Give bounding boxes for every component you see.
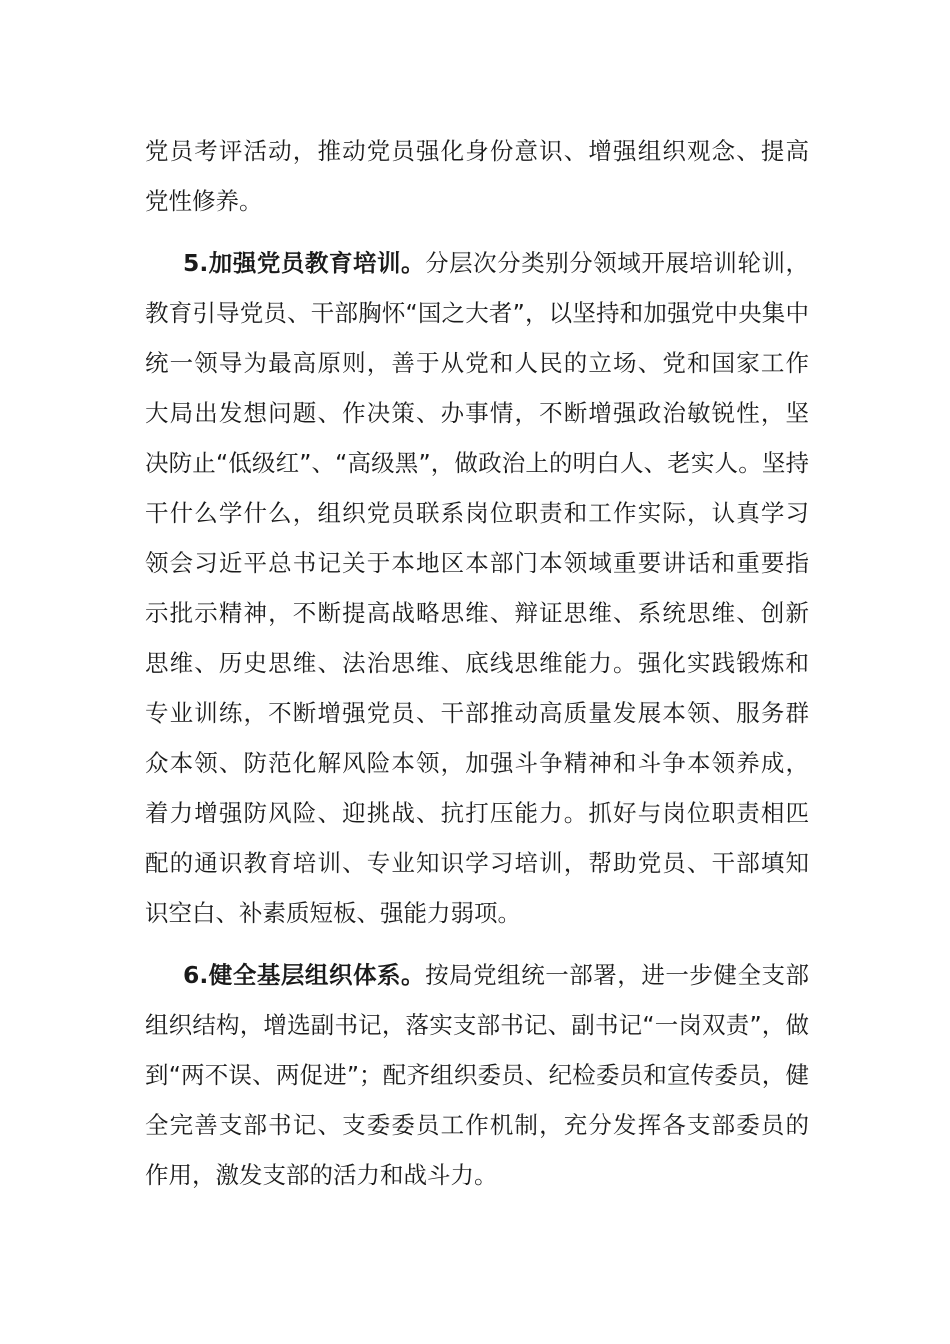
text-line: 决防止“低级红”、“高级黑”，做政治上的明白人、老实人。坚持: [145, 449, 809, 477]
paragraph-grassroots-organization: [145, 950, 809, 1200]
text-line: 党员考评活动，推动党员强化身份意识、增强组织观念、提高: [145, 137, 809, 165]
document-page: [145, 126, 809, 1200]
text-line: 识空白、补素质短板、强能力弱项。: [145, 899, 521, 927]
paragraph-education-training: [145, 238, 809, 938]
section-heading-5: 5.加强党员教育培训。: [183, 249, 426, 277]
text-line: 思维、历史思维、法治思维、底线思维能力。强化实践锻炼和: [145, 649, 809, 677]
text-line: 党性修养。: [145, 187, 263, 215]
text-line: 领会习近平总书记关于本地区本部门本领域重要讲话和重要指: [145, 549, 809, 577]
text-line-first: [145, 950, 809, 1000]
text-run: 按局党组统一部署，进一步健全支部: [425, 961, 809, 989]
text-line: 到“两不误、两促进”；配齐组织委员、纪检委员和宣传委员，健: [145, 1061, 809, 1089]
paragraph-continuation: [145, 126, 809, 226]
text-line: 全完善支部书记、支委委员工作机制，充分发挥各支部委员的: [145, 1111, 809, 1139]
text-line: 配的通识教育培训、专业知识学习培训，帮助党员、干部填知: [145, 849, 809, 877]
text-line: 作用，激发支部的活力和战斗力。: [145, 1161, 498, 1189]
text-run: 分层次分类别分领域开展培训轮训，: [425, 249, 809, 277]
text-line: 示批示精神，不断提高战略思维、辩证思维、系统思维、创新: [145, 599, 809, 627]
text-line: 大局出发想问题、作决策、办事情，不断增强政治敏锐性，坚: [145, 399, 809, 427]
text-line: 干什么学什么，组织党员联系岗位职责和工作实际，认真学习: [145, 499, 809, 527]
text-line: 专业训练，不断增强党员、干部推动高质量发展本领、服务群: [145, 699, 809, 727]
text-line: 统一领导为最高原则，善于从党和人民的立场、党和国家工作: [145, 349, 809, 377]
text-line: 教育引导党员、干部胸怀“国之大者”，以坚持和加强党中央集中: [145, 299, 809, 327]
text-line: 着力增强防风险、迎挑战、抗打压能力。抓好与岗位职责相匹: [145, 799, 809, 827]
text-line-first: [145, 238, 809, 288]
text-line: 众本领、防范化解风险本领，加强斗争精神和斗争本领养成，: [145, 749, 809, 777]
section-heading-6: 6.健全基层组织体系。: [183, 961, 426, 989]
text-line: 组织结构，增选副书记，落实支部书记、副书记“一岗双责”，做: [145, 1011, 809, 1039]
